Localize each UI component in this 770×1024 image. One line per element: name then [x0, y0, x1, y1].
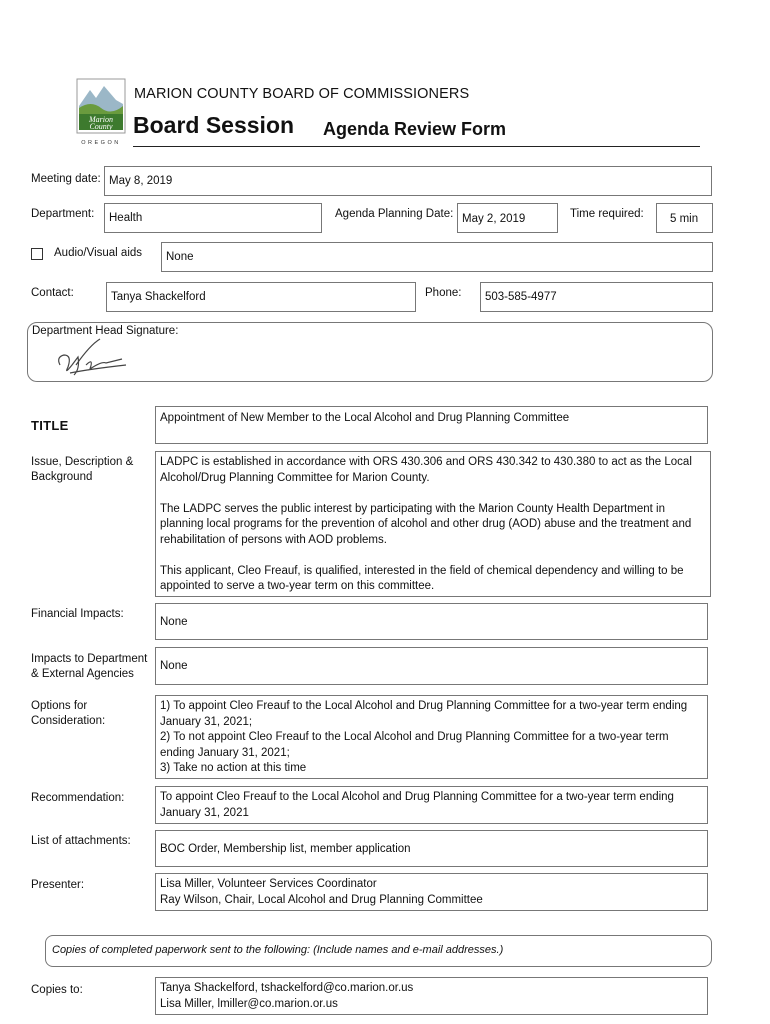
options-label-line-1: Options for [31, 700, 88, 712]
meeting-date-label: Meeting date: [31, 173, 101, 185]
issue-field[interactable] [155, 451, 711, 597]
presenter-item: Ray Wilson, Chair, Local Alcohol and Drug Planning Committee [160, 893, 483, 906]
phone-field[interactable] [480, 282, 713, 312]
attachments-field[interactable] [155, 830, 708, 867]
issue-label [31, 455, 133, 485]
marion-county-logo [76, 78, 126, 148]
copies-note: Copies of completed paperwork sent to the following: (Include names and e-mail addresses.) [52, 944, 504, 956]
financial-impacts-label: Financial Impacts: [31, 608, 124, 620]
form-title: Board Session [133, 112, 295, 138]
recommendation-label: Recommendation: [31, 792, 125, 804]
presenter-label: Presenter: [31, 879, 85, 891]
options-field[interactable] [155, 695, 708, 779]
meeting-date-value: May 8, 2019 [109, 175, 173, 187]
recommendation-value: To appoint Cleo Freauf to the Local Alcohol and Drug Planning Committee for a two-year term ending January 31, 2021 [160, 791, 674, 819]
contact-label: Contact: [31, 287, 74, 299]
presenter-field[interactable] [155, 873, 708, 911]
title-label: TITLE [31, 418, 69, 433]
title-field[interactable] [155, 406, 708, 444]
time-required-label: Time required: [570, 208, 644, 220]
audio-visual-label: Audio/Visual aids [54, 247, 143, 259]
copies-to-label: Copies to: [31, 984, 83, 996]
org-name: MARION COUNTY BOARD OF COMMISSIONERS [134, 86, 470, 102]
department-field[interactable] [104, 203, 322, 233]
issue-paragraph-2: The LADPC serves the public interest by participating with the Marion County Health Department in planning local programs for the prevention of alcohol and other drug (AOD) abuse and the treatment and rehabilitation of persons with AOD problems. [160, 502, 692, 546]
option-item: 1) To appoint Cleo Freauf to the Local Alcohol and Drug Planning Committee for a two-year term ending January 31, 2021; [160, 700, 688, 728]
impacts-field[interactable] [155, 647, 708, 685]
issue-paragraph-3: This applicant, Cleo Freauf, is qualified, interested in the field of chemical dependency and willing to be appointed to serve a two-year term on this committee. [160, 564, 684, 592]
options-label-line-2: Consideration: [31, 715, 106, 727]
signature-label: Department Head Signature: [32, 325, 179, 337]
agenda-planning-date-value: May 2, 2019 [462, 213, 526, 225]
agenda-planning-date-label: Agenda Planning Date: [335, 208, 454, 220]
svg-text:Marion: Marion [89, 115, 113, 124]
issue-label-line-1: Issue, Description & [31, 456, 134, 468]
svg-text:OREGON: OREGON [81, 140, 121, 146]
form-subtitle: Agenda Review Form [323, 119, 507, 139]
impacts-value: None [160, 660, 188, 672]
copies-to-item: Lisa Miller, lmiller@co.marion.or.us [160, 997, 338, 1010]
audio-visual-field[interactable] [161, 242, 713, 272]
option-item: 3) Take no action at this time [160, 762, 307, 774]
financial-impacts-value: None [160, 616, 188, 628]
issue-label-line-2: Background [31, 471, 93, 483]
audio-visual-checkbox[interactable] [31, 248, 43, 260]
agenda-planning-date-field[interactable] [457, 203, 558, 233]
signature-box[interactable] [27, 322, 713, 382]
option-item: 2) To not appoint Cleo Freauf to the Local Alcohol and Drug Planning Committee for a two-year term ending January 31, 2021; [160, 731, 669, 759]
time-required-value: 5 min [670, 213, 699, 225]
presenter-item: Lisa Miller, Volunteer Services Coordinator [160, 878, 377, 890]
phone-value: 503-585-4977 [485, 291, 557, 303]
time-required-field[interactable] [656, 203, 713, 233]
signature-image [50, 335, 130, 379]
phone-label: Phone: [425, 287, 462, 299]
options-label [31, 699, 105, 729]
impacts-label-line-1: Impacts to Department [31, 653, 148, 665]
impacts-label [31, 652, 147, 682]
department-label: Department: [31, 208, 95, 220]
department-value: Health [109, 212, 143, 224]
recommendation-field[interactable] [155, 786, 708, 824]
title-value: Appointment of New Member to the Local Alcohol and Drug Planning Committee [160, 412, 570, 424]
copies-note-box [45, 935, 712, 967]
attachments-label: List of attachments: [31, 835, 131, 847]
header-divider [133, 146, 700, 147]
copies-to-field[interactable] [155, 977, 708, 1015]
impacts-label-line-2: & External Agencies [31, 668, 134, 680]
issue-paragraph-1: LADPC is established in accordance with ORS 430.306 and ORS 430.342 to 430.380 to act as the Local Alcohol/Drug Planning Committee for Marion County. [160, 456, 692, 484]
attachments-value: BOC Order, Membership list, member application [160, 843, 411, 855]
financial-impacts-field[interactable] [155, 603, 708, 640]
meeting-date-field[interactable] [104, 166, 712, 196]
contact-value: Tanya Shackelford [111, 291, 206, 303]
audio-visual-value: None [166, 251, 194, 263]
contact-field[interactable] [106, 282, 416, 312]
svg-text:County: County [89, 122, 113, 131]
copies-to-item: Tanya Shackelford, tshackelford@co.marion.or.us [160, 982, 414, 994]
